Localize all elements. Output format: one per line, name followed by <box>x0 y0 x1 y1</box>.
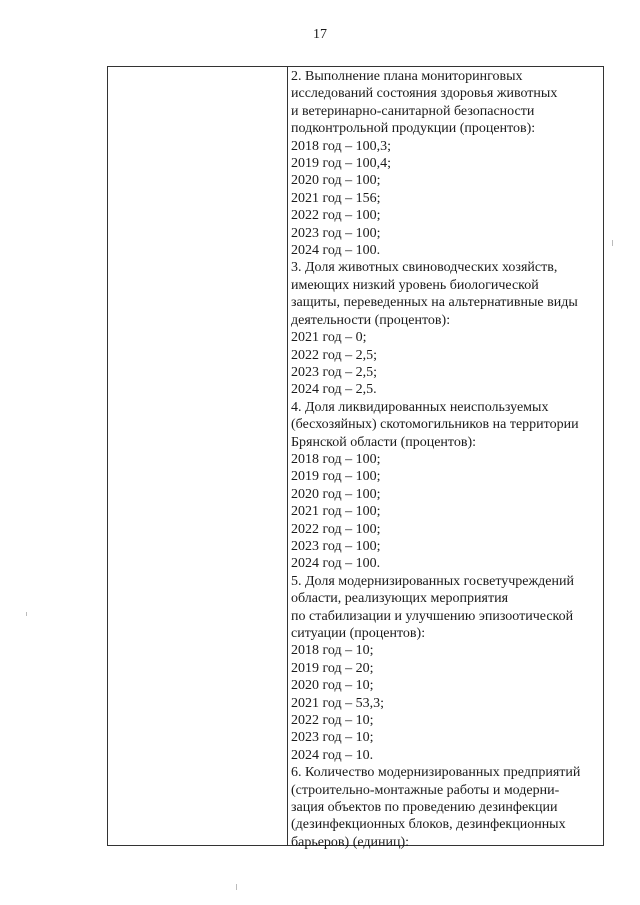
scan-speck <box>26 612 27 616</box>
text-line: 3. Доля животных свиноводческих хозяйств, <box>291 260 558 276</box>
text-line: исследований состояния здоровья животных <box>291 86 558 102</box>
text-line: 2024 год – 100. <box>291 243 381 259</box>
text-line: 2022 год – 100; <box>291 208 381 224</box>
text-line: и ветеринарно-санитарной безопасности <box>291 103 535 119</box>
text-line: 2023 год – 100; <box>291 538 381 554</box>
text-line: 5. Доля модернизированных госветучреждений <box>291 573 574 589</box>
text-line: 2019 год – 100; <box>291 469 381 485</box>
text-line: 2024 год – 10. <box>291 747 374 763</box>
text-line: Брянской области (процентов): <box>291 434 477 450</box>
text-line: 2018 год – 100; <box>291 451 381 467</box>
scan-speck <box>612 240 613 246</box>
text-line: 2020 год – 100; <box>291 173 381 189</box>
text-line: 2018 год – 10; <box>291 643 374 659</box>
page-number: 17 <box>313 27 327 42</box>
text-line: 2023 год – 100; <box>291 225 381 241</box>
text-line: 2019 год – 100,4; <box>291 156 392 172</box>
table-right-cell <box>291 68 601 851</box>
text-line: ситуации (процентов): <box>291 626 426 641</box>
text-line: 2020 год – 10; <box>291 678 374 694</box>
text-line: 2024 год – 100. <box>291 556 381 572</box>
text-line: 2020 год – 100; <box>291 486 381 502</box>
document-table <box>107 66 604 850</box>
text-line: 2021 год – 100; <box>291 504 381 520</box>
text-line: (строительно-монтажные работы и модерни- <box>291 782 560 798</box>
text-line: зация объектов по проведению дезинфекции <box>291 800 558 816</box>
text-line: деятельности (процентов): <box>291 312 451 328</box>
text-line: (бесхозяйных) скотомогильников на территории <box>291 417 579 433</box>
scan-speck <box>236 884 237 890</box>
text-line: 2018 год – 100,3; <box>291 138 392 154</box>
text-line: 2021 год – 53,3; <box>291 695 385 711</box>
text-line: 2023 год – 2,5; <box>291 364 378 380</box>
text-line: 2022 год – 2,5; <box>291 347 378 363</box>
text-line: подконтрольной продукции (процентов): <box>291 121 536 137</box>
text-line: защиты, переведенных на альтернативные виды <box>291 295 578 311</box>
text-line: 2021 год – 156; <box>291 190 381 206</box>
text-line: барьеров) (единиц): <box>291 834 410 850</box>
text-line: 6. Количество модернизированных предприятий <box>291 765 581 781</box>
text-line: 4. Доля ликвидированных неиспользуемых <box>291 399 549 415</box>
text-line: 2021 год – 0; <box>291 330 367 346</box>
text-line: 2023 год – 10; <box>291 730 374 746</box>
text-line: (дезинфекционных блоков, дезинфекционных <box>291 817 566 833</box>
text-line: 2019 год – 20; <box>291 660 374 676</box>
text-line: 2022 год – 100; <box>291 521 381 537</box>
text-line: 2. Выполнение плана мониторинговых <box>291 69 523 84</box>
text-line: области, реализующих мероприятия <box>291 591 509 607</box>
column-divider <box>287 67 288 845</box>
text-line: по стабилизации и улучшению эпизоотической <box>291 608 574 624</box>
text-line: 2022 год – 10; <box>291 713 374 729</box>
text-line: имеющих низкий уровень биологической <box>291 277 539 293</box>
text-line: 2024 год – 2,5. <box>291 382 377 398</box>
